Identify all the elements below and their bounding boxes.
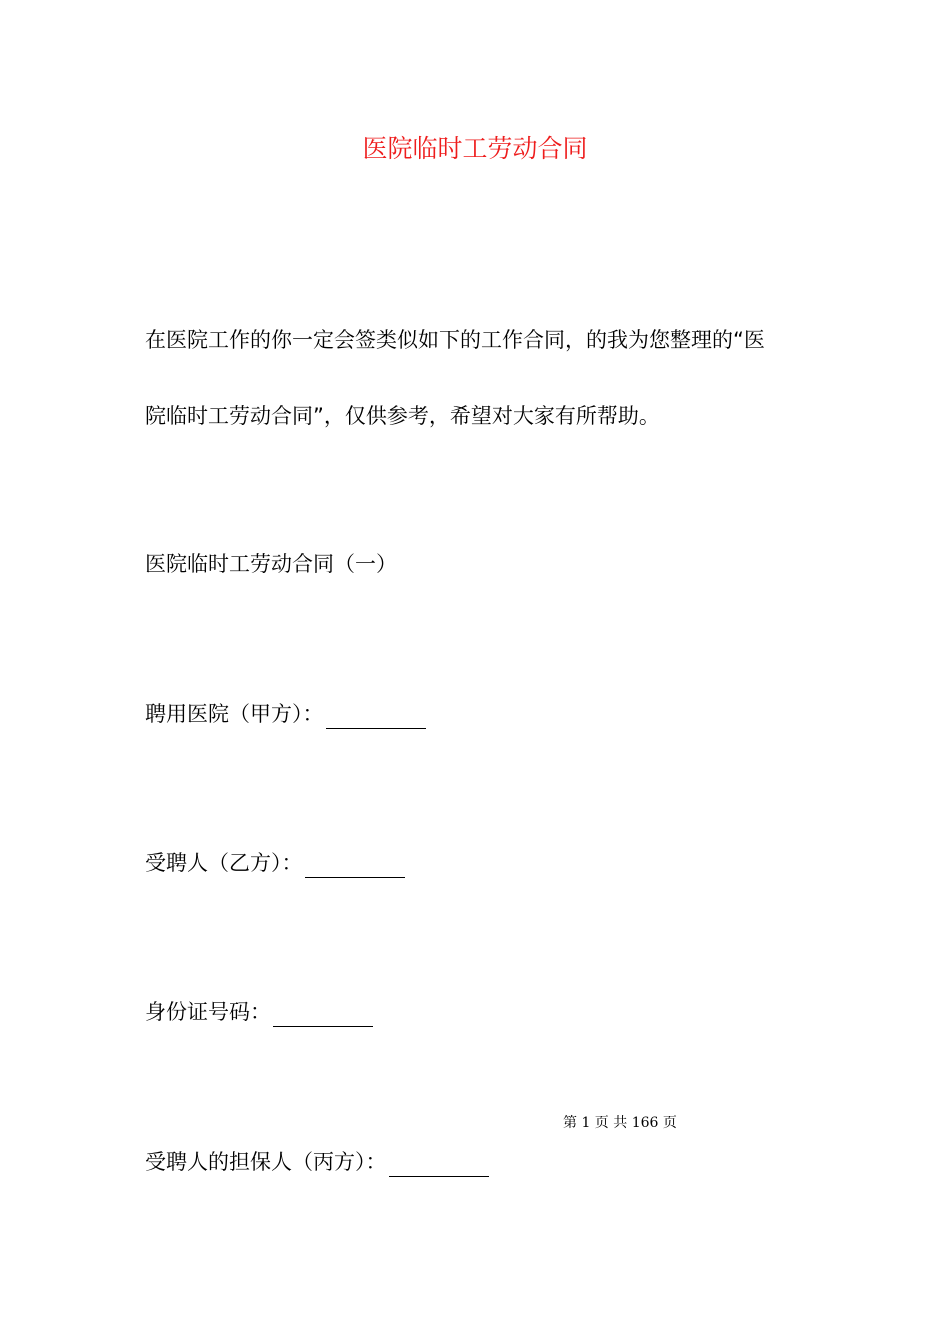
page-number-footer: 第 1 页 共 166 页 (563, 1115, 677, 1131)
section-heading: 医院临时工劳动合同（一） (145, 552, 397, 576)
employer-field-label: 聘用医院（甲方）： (145, 702, 324, 726)
employee-blank-line (305, 855, 405, 878)
intro-paragraph-line-2: 院临时工劳动合同”，仅供参考，希望对大家有所帮助。 (145, 404, 660, 428)
id-number-blank-line (273, 1004, 373, 1027)
document-title: 医院临时工劳动合同 (362, 134, 588, 163)
employee-field (145, 848, 405, 878)
employee-field-label: 受聘人（乙方）： (145, 851, 303, 875)
employer-field (145, 699, 426, 729)
employer-blank-line (326, 706, 426, 729)
intro-paragraph-line-1: 在医院工作的你一定会签类似如下的工作合同，的我为您整理的“医 (145, 328, 765, 352)
id-number-field (145, 997, 373, 1027)
id-number-field-label: 身份证号码： (145, 1000, 271, 1024)
guarantor-blank-line (389, 1154, 489, 1177)
guarantor-field (145, 1147, 489, 1177)
guarantor-field-label: 受聘人的担保人（丙方）： (145, 1150, 387, 1174)
